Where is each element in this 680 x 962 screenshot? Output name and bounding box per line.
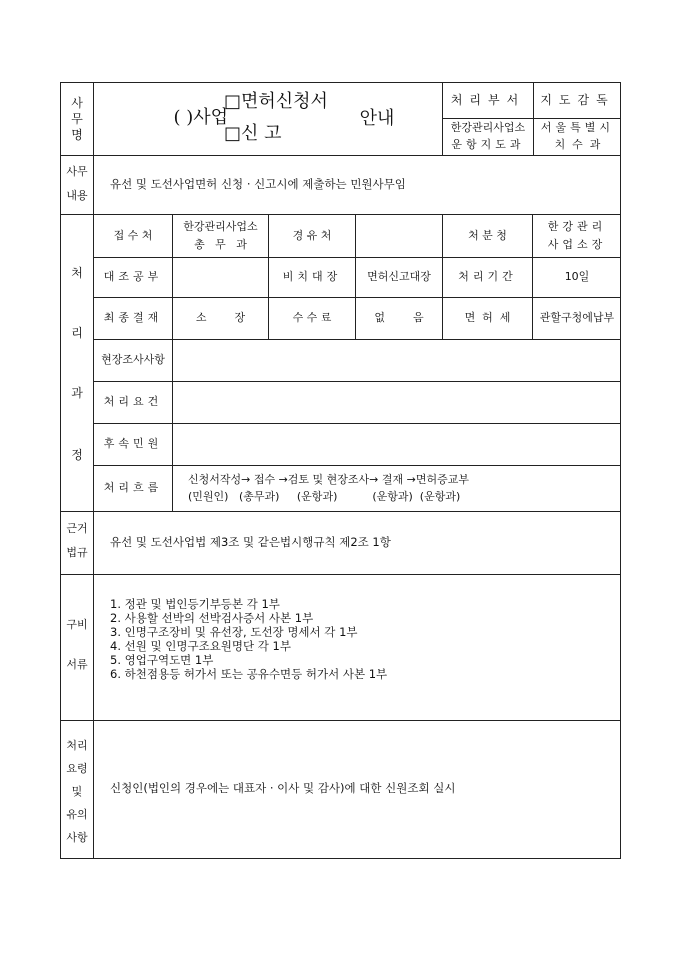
via-value (356, 215, 442, 257)
notes-label: 처리 (66, 738, 88, 752)
tax-label: 면 허 세 (464, 311, 511, 325)
requirement-label: 처리요건 (103, 395, 163, 409)
followup-label: 후속민원 (103, 437, 163, 451)
legal-label-1: 근거 (66, 521, 88, 535)
period-label: 처리기간 (458, 270, 517, 284)
supervision-label: 지도감독 (540, 93, 615, 108)
divider (60, 720, 621, 721)
supervision-value-1: 서울특별시 (540, 120, 615, 134)
option-report: □신 고 (224, 122, 282, 144)
flow-line-1: 신청서작성→ 접수 →검토 및 현장조사→ 결재 →면허증교부 (188, 472, 469, 486)
disposal-value-1: 한강관리 (547, 219, 607, 233)
affair-name-label: 사무명 (71, 96, 83, 142)
ledger-value (173, 258, 268, 297)
flow-label: 처리흐름 (103, 481, 163, 495)
ledger-label: 대조공부 (103, 270, 163, 284)
documents-label-2: 서류 (66, 657, 88, 671)
period-value: 10일 (564, 270, 590, 284)
documents-label-1: 구비 (66, 617, 88, 631)
business-label-2: 내용 (66, 188, 88, 202)
process-side-char: 처 (71, 265, 83, 280)
tax-value: 관할구청에납부 (539, 311, 615, 325)
disposal-value-2: 사업소장 (547, 237, 607, 251)
record-label: 비치대장 (282, 270, 342, 284)
notes-label: 요령 (66, 761, 88, 775)
supervision-value-2: 치 수 과 (554, 137, 601, 151)
approval-value: 소 장 (195, 311, 246, 325)
documents-list (110, 597, 387, 681)
notes-label: 및 (71, 784, 83, 798)
dept-value-1: 한강관리사업소 (450, 120, 526, 134)
reception-value-1: 한강관리사업소 (183, 219, 258, 233)
list-item: 1. 정관 및 법인등기부등본 각 1부 (110, 597, 280, 611)
legal-label-2: 법규 (66, 545, 88, 559)
title-suffix: 안내 (359, 107, 395, 129)
disposal-label: 처 분 청 (468, 228, 507, 242)
fee-value: 없 음 (374, 311, 424, 325)
dept-value-2: 운항지도과 (451, 137, 525, 151)
record-value: 면허신고대장 (367, 270, 431, 284)
list-item: 3. 인명구조장비 및 유선장, 도선장 명세서 각 1부 (110, 625, 358, 639)
approval-label: 최종결재 (103, 311, 163, 325)
notes-label: 유의 (66, 807, 88, 821)
process-side-char: 정 (71, 447, 83, 462)
business-label-1: 사무 (66, 164, 88, 178)
title-prefix: ( )사업 (173, 106, 228, 128)
list-item: 2. 사용할 선박의 선박검사증서 사본 1부 (110, 611, 314, 625)
notes-content: 신청인(법인의 경우에는 대표자 · 이사 및 감사)에 대한 신원조회 실시 (110, 781, 456, 796)
process-side-char: 리 (71, 325, 83, 340)
fee-label: 수 수 료 (292, 311, 332, 325)
option-application: □면허신청서 (224, 90, 328, 112)
list-item: 4. 선원 및 인명구조요원명단 각 1부 (110, 639, 291, 653)
divider (60, 574, 621, 575)
list-item: 5. 영업구역도면 1부 (110, 653, 214, 667)
notes-label: 사항 (66, 830, 88, 844)
reception-value-2: 총 무 과 (194, 237, 247, 251)
list-item: 6. 하천점용등 허가서 또는 공유수면등 허가서 사본 1부 (110, 667, 388, 681)
reception-label: 접 수 처 (113, 228, 153, 242)
process-side-char: 과 (71, 385, 83, 400)
legal-content: 유선 및 도선사업법 제3조 및 같은법시행규칙 제2조 1항 (110, 535, 391, 550)
business-content: 유선 및 도선사업면허 신청 · 신고시에 제출하는 민원사무임 (110, 177, 406, 192)
flow-line-2: (민원인) (총무과) (운항과) (운항과) (운항과) (188, 489, 461, 503)
dept-label: 처리부서 (450, 93, 526, 108)
inspection-label: 현장조사사항 (101, 353, 165, 367)
via-label: 경 유 처 (292, 228, 332, 242)
